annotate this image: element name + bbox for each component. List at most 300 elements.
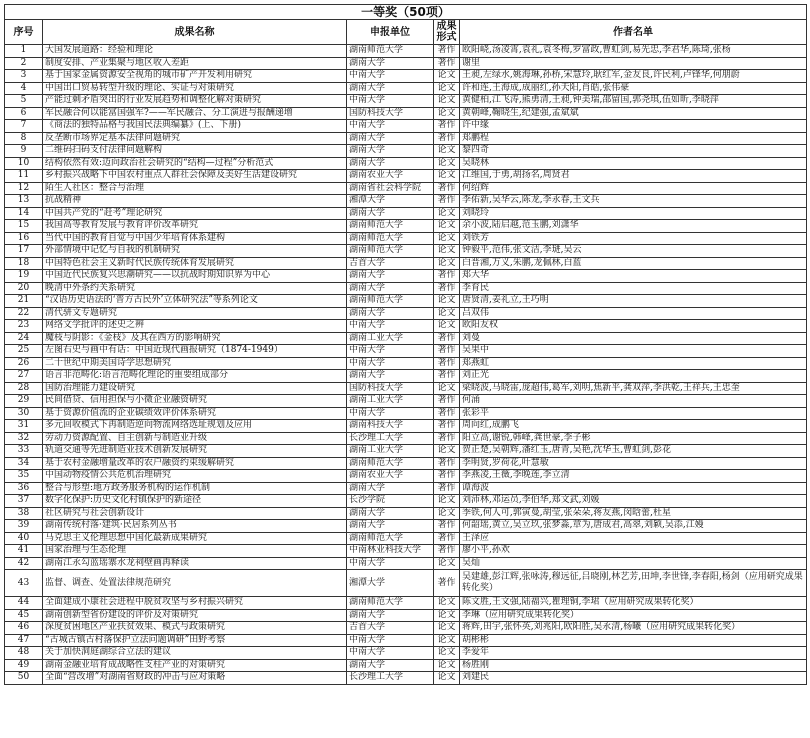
cell-authors: 梁晓波,马晓雷,庞超伟,葛军,刘明,焦新平,龚双萍,李洪乾,王祥兵,王忠奎 [460,382,807,395]
table-body [5,45,807,685]
cell-type: 论文 [434,507,460,520]
header-unit: 申报单位 [347,20,434,45]
cell-authors: 许和连,王海成,成丽红,孙天阳,肖皓,张伟豪 [460,82,807,95]
cell-no: 28 [5,382,43,395]
cell-name: 整合与形塑:地方政务服务机构的运作机制 [43,482,347,495]
cell-no: 49 [5,659,43,672]
cell-no: 44 [5,597,43,610]
cell-authors: 李佑新,吴华云,陈龙,李永春,王文兵 [460,195,807,208]
cell-type: 论文 [434,170,460,183]
cell-unit: 中南大学 [347,345,434,358]
cell-type: 论文 [434,382,460,395]
cell-authors: 李琳（应用研究成果转化奖） [460,609,807,622]
table-row [5,70,807,83]
cell-authors: 贺正楚,吴朝辉,潘红玉,唐青,吴艳,沈华玉,曹虹剑,彭花 [460,445,807,458]
table-row [5,57,807,70]
cell-name: 中国动物疫情公共危机治理研究 [43,470,347,483]
cell-type: 著作 [434,45,460,58]
table-row [5,95,807,108]
cell-no: 1 [5,45,43,58]
cell-no: 41 [5,545,43,558]
cell-type: 论文 [434,445,460,458]
cell-unit: 湖南农业大学 [347,470,434,483]
cell-type: 著作 [434,370,460,383]
cell-unit: 中南大学 [347,557,434,570]
cell-unit: 中南大学 [347,70,434,83]
header-type: 成果形式 [434,20,460,45]
cell-unit: 中南大学 [347,647,434,660]
table-row [5,207,807,220]
table-row [5,82,807,95]
cell-name: 社区研究与社会创新设计 [43,507,347,520]
cell-unit: 中南大学 [347,95,434,108]
award-table [4,4,807,685]
table-row [5,382,807,395]
cell-unit: 中南大学 [347,120,434,133]
header-row [5,20,807,45]
cell-unit: 国防科技大学 [347,107,434,120]
cell-unit: 湖南大学 [347,282,434,295]
table-row [5,407,807,420]
cell-name: 劳动力资源配置、自主创新与制造业升级 [43,432,347,445]
table-row [5,570,807,597]
cell-authors: 张彩平 [460,407,807,420]
table-row [5,370,807,383]
cell-no: 10 [5,157,43,170]
cell-no: 34 [5,457,43,470]
cell-authors: 白晋湘,万义,朱鹏,龙佩林,白蓝 [460,257,807,270]
table-row [5,120,807,133]
cell-no: 46 [5,622,43,635]
table-row [5,357,807,370]
table-row [5,507,807,520]
table-row [5,470,807,483]
table-row [5,457,807,470]
cell-unit: 国防科技大学 [347,382,434,395]
cell-unit: 湖南师范大学 [347,532,434,545]
cell-unit: 中南大学 [347,407,434,420]
table-row [5,482,807,495]
cell-type: 论文 [434,609,460,622]
cell-name: 网络文学批评的述史之辨 [43,320,347,333]
cell-no: 4 [5,82,43,95]
cell-type: 论文 [434,107,460,120]
cell-unit: 湖南工业大学 [347,332,434,345]
cell-unit: 湘潭大学 [347,570,434,597]
cell-unit: 湖南大学 [347,659,434,672]
cell-type: 著作 [434,395,460,408]
cell-authors: 钟毅平,范伟,张文洁,李琎,吴云 [460,245,807,258]
cell-name: 全面“营改增”对湖南省财政的冲击与应对策略 [43,672,347,685]
cell-unit: 湖南大学 [347,507,434,520]
cell-unit: 长沙理工大学 [347,672,434,685]
cell-name: 《商法的独特品格与我国民法典编纂》(上、下册) [43,120,347,133]
cell-name: 外部情境中记忆与自我的机制研究 [43,245,347,258]
cell-unit: 湖南师范大学 [347,597,434,610]
table-row [5,520,807,533]
cell-name: 中国近代民族复兴思潮研究——以抗战时期知识界为中心 [43,270,347,283]
cell-type: 著作 [434,570,460,597]
cell-name: 反垄断市场界定基本法律问题研究 [43,132,347,145]
cell-no: 48 [5,647,43,660]
cell-authors: 何绍辉 [460,182,807,195]
cell-name: 中国出口贸易转型升级的理论、实证与对策研究 [43,82,347,95]
cell-type: 论文 [434,145,460,158]
cell-type: 论文 [434,232,460,245]
cell-type: 论文 [434,307,460,320]
cell-unit: 湖南师范大学 [347,295,434,308]
table-row [5,195,807,208]
table-row [5,495,807,508]
table-row [5,432,807,445]
table-row [5,445,807,458]
cell-authors: 吴果中 [460,345,807,358]
table-row [5,622,807,635]
cell-type: 论文 [434,295,460,308]
cell-authors: 谢里 [460,57,807,70]
cell-no: 23 [5,320,43,333]
cell-authors: 刘曼 [460,332,807,345]
cell-authors: 刘建民 [460,672,807,685]
cell-type: 论文 [434,207,460,220]
table-row [5,257,807,270]
table-row [5,557,807,570]
cell-type: 论文 [434,647,460,660]
cell-type: 著作 [434,282,460,295]
cell-no: 13 [5,195,43,208]
cell-authors: 何涌 [460,395,807,408]
cell-authors: 欧阳友权 [460,320,807,333]
cell-name: 我国高等教育发展与教育评价改革研究 [43,220,347,233]
table-row [5,220,807,233]
cell-name: 结构依然有效:迈向政治社会研究的“结构—过程”分析范式 [43,157,347,170]
cell-name: 晚清中外条约关系研究 [43,282,347,295]
cell-authors: 唐贤清,姜礼立,王巧明 [460,295,807,308]
cell-unit: 湖南大学 [347,157,434,170]
cell-type: 著作 [434,345,460,358]
cell-no: 5 [5,95,43,108]
cell-unit: 湖南科技大学 [347,420,434,433]
table-row [5,182,807,195]
cell-authors: 黎四奇 [460,145,807,158]
table-row [5,132,807,145]
cell-no: 14 [5,207,43,220]
cell-type: 论文 [434,622,460,635]
table-row [5,609,807,622]
cell-authors: 刘正光 [460,370,807,383]
table-row [5,659,807,672]
cell-no: 31 [5,420,43,433]
cell-authors: 吴灿 [460,557,807,570]
cell-no: 16 [5,232,43,245]
cell-no: 36 [5,482,43,495]
cell-type: 论文 [434,634,460,647]
cell-name: “汉语历史语法的‘普方古民外’立体研究法”等系列论文 [43,295,347,308]
cell-no: 40 [5,532,43,545]
cell-authors: 欧阳峣,汤凌霄,袁礼,袁冬梅,罗富政,曹虹剑,易先忠,李君华,陈琦,张杨 [460,45,807,58]
cell-authors: 胡彬彬 [460,634,807,647]
cell-authors: 许中缘 [460,120,807,133]
cell-authors: 吕双伟 [460,307,807,320]
table-row [5,647,807,660]
cell-unit: 湖南大学 [347,370,434,383]
cell-name: 湖南传统村落·建筑·民居系列丛书 [43,520,347,533]
cell-authors: 李爱年 [460,647,807,660]
cell-type: 著作 [434,432,460,445]
cell-unit: 湖南师范大学 [347,220,434,233]
cell-name: 制度安排、产业集聚与地区收入差距 [43,57,347,70]
cell-name: 数字化保护:历史文化村镇保护的新途径 [43,495,347,508]
cell-type: 论文 [434,557,460,570]
cell-authors: 刘晓玲 [460,207,807,220]
cell-unit: 吉首大学 [347,622,434,635]
cell-unit: 湖南工业大学 [347,445,434,458]
cell-name: 全面建成小康社会进程中脱贫攻坚与乡村振兴研究 [43,597,347,610]
cell-type: 论文 [434,95,460,108]
table-row [5,307,807,320]
cell-type: 著作 [434,482,460,495]
header-no: 序号 [5,20,43,45]
cell-name: 湖南创新型省份建设的评价及对策研究 [43,609,347,622]
cell-unit: 湖南大学 [347,82,434,95]
cell-authors: 王昶,左绿水,姚海琳,孙桥,宋慧玲,耿红军,金友良,许民利,卢锋华,何朋蔚 [460,70,807,83]
cell-type: 论文 [434,597,460,610]
cell-name: 民间借贷、信用担保与小微企业融资研究 [43,395,347,408]
table-row [5,245,807,258]
cell-authors: 蒋辉,田宇,张怀英,刘兆阳,欧阳胜,吴永清,杨曦（应用研究成果转化奖） [460,622,807,635]
cell-no: 17 [5,245,43,258]
cell-unit: 湖南大学 [347,57,434,70]
cell-type: 著作 [434,532,460,545]
cell-name: 中国特色社会主义新时代民族传统体育发展研究 [43,257,347,270]
cell-unit: 湖南大学 [347,482,434,495]
cell-authors: 廖小平,孙欢 [460,545,807,558]
cell-type: 著作 [434,545,460,558]
cell-name: 陌生人社区：整合与治理 [43,182,347,195]
table-row [5,672,807,685]
cell-type: 论文 [434,157,460,170]
cell-unit: 湖南师范大学 [347,245,434,258]
table-row [5,270,807,283]
table-row [5,545,807,558]
cell-unit: 中南大学 [347,634,434,647]
table-row [5,145,807,158]
cell-no: 39 [5,520,43,533]
cell-no: 15 [5,220,43,233]
cell-authors: 郑大华 [460,270,807,283]
cell-unit: 中南大学 [347,357,434,370]
table-row [5,232,807,245]
cell-no: 21 [5,295,43,308]
cell-authors: 陈文胜,王文强,陆福兴,瞿理铜,李珺（应用研究成果转化奖） [460,597,807,610]
cell-authors: 江维国,于勇,胡扬名,周贤君 [460,170,807,183]
cell-authors: 季铁,何人可,郭寅曼,胡莹,张朵朵,蒋友燕,闵晗蕾,杜星 [460,507,807,520]
cell-authors: 杨胜刚 [460,659,807,672]
cell-unit: 湖南大学 [347,520,434,533]
cell-unit: 湖南大学 [347,145,434,158]
cell-name: 关于加快洞庭湖综合立法的建议 [43,647,347,660]
table-row [5,282,807,295]
cell-no: 35 [5,470,43,483]
cell-name: 抗战精神 [43,195,347,208]
cell-name: 多元回收模式下再制造逆向物流网络选址规划及应用 [43,420,347,433]
cell-type: 著作 [434,182,460,195]
table-title: 一等奖（50项） [5,5,807,20]
table-row [5,597,807,610]
cell-no: 7 [5,120,43,133]
cell-type: 论文 [434,82,460,95]
cell-name: 基于国家金属资源安全视角的城市矿产开发利用研究 [43,70,347,83]
cell-name: 监督、调查、处置法律规范研究 [43,570,347,597]
table-row [5,345,807,358]
cell-type: 著作 [434,332,460,345]
cell-name: 深度贫困地区产业扶贫效果、模式与政策研究 [43,622,347,635]
cell-unit: 湖南工业大学 [347,395,434,408]
cell-authors: 吴建雄,彭江辉,张咏涛,穆远征,吕晓刚,林艺芳,田坤,李世锋,李春阳,杨剑（应用研究成果转化奖） [460,570,807,597]
cell-name: 清代骈文专题研究 [43,307,347,320]
table-row [5,45,807,58]
cell-type: 论文 [434,245,460,258]
cell-type: 著作 [434,120,460,133]
cell-type: 著作 [434,132,460,145]
cell-no: 12 [5,182,43,195]
cell-authors: 李育民 [460,282,807,295]
cell-unit: 湖南师范大学 [347,457,434,470]
cell-name: “古城古镇古村落保护立法问题调研”田野考察 [43,634,347,647]
cell-name: 马克思主义伦理思想中国化最新成果研究 [43,532,347,545]
cell-no: 11 [5,170,43,183]
cell-authors: 余小波,陆启越,范玉鹏,刘潇华 [460,220,807,233]
cell-name: 国防治理能力建设研究 [43,382,347,395]
cell-no: 24 [5,332,43,345]
cell-unit: 湖南农业大学 [347,170,434,183]
cell-no: 6 [5,107,43,120]
cell-authors: 刘铁芳 [460,232,807,245]
cell-authors: 郑燕虹 [460,357,807,370]
cell-name: 二十世纪中期美国诗学思想研究 [43,357,347,370]
cell-no: 37 [5,495,43,508]
cell-unit: 吉首大学 [347,257,434,270]
cell-unit: 湖南师范大学 [347,232,434,245]
cell-type: 论文 [434,659,460,672]
cell-no: 43 [5,570,43,597]
table-title-row [5,5,807,20]
cell-unit: 湖南师范大学 [347,45,434,58]
cell-name: 大国发展道路：经验和理论 [43,45,347,58]
cell-name: 国家治理与生态伦理 [43,545,347,558]
cell-authors: 李燕凌,王薇,李晚莲,李立清 [460,470,807,483]
cell-name: 湖南江永勾蓝瑶寨水龙祠壁画再释读 [43,557,347,570]
cell-name: 二维码扫码支付法律问题解构 [43,145,347,158]
cell-authors: 郑鹏程 [460,132,807,145]
table-row [5,634,807,647]
table-row [5,107,807,120]
table-row [5,532,807,545]
cell-no: 2 [5,57,43,70]
cell-unit: 长沙学院 [347,495,434,508]
cell-type: 论文 [434,320,460,333]
cell-unit: 中南大学 [347,320,434,333]
cell-no: 3 [5,70,43,83]
table-row [5,332,807,345]
cell-authors: 黄朝峰,鞠晓生,纪建强,孟斌斌 [460,107,807,120]
cell-unit: 湖南大学 [347,307,434,320]
cell-unit: 湖南大学 [347,132,434,145]
cell-no: 19 [5,270,43,283]
cell-name: 乡村振兴战略下中国农村重点人群社会保障及美好生活建设研究 [43,170,347,183]
cell-type: 著作 [434,520,460,533]
cell-type: 著作 [434,420,460,433]
cell-type: 论文 [434,257,460,270]
cell-no: 50 [5,672,43,685]
cell-authors: 刘沛林,邓运员,李伯华,郑文武,刘媛 [460,495,807,508]
cell-no: 30 [5,407,43,420]
cell-authors: 李明贤,罗荷花,叶慧敏 [460,457,807,470]
cell-authors: 阳立高,谢锐,韩峰,龚世豪,李子彬 [460,432,807,445]
cell-name: 语言非范畴化:语言范畴化理论的重要组成部分 [43,370,347,383]
cell-name: 湖南金融业培育成战略性支柱产业的对策研究 [43,659,347,672]
header-name: 成果名称 [43,20,347,45]
cell-name: 基于农村金融增量改革的农户融资约束缓解研究 [43,457,347,470]
cell-name: 魔枝与阴影：《金枝》及其在西方的影响研究 [43,332,347,345]
cell-unit: 湖南大学 [347,270,434,283]
cell-no: 45 [5,609,43,622]
table-row [5,395,807,408]
cell-authors: 谭海波 [460,482,807,495]
table-row [5,320,807,333]
cell-no: 29 [5,395,43,408]
cell-no: 9 [5,145,43,158]
cell-type: 论文 [434,495,460,508]
cell-no: 18 [5,257,43,270]
cell-type: 著作 [434,57,460,70]
cell-type: 论文 [434,672,460,685]
cell-authors: 何韶瑶,黄立,吴立玖,张梦淼,章为,唐成君,高翠,刘颖,吴添,江嫚 [460,520,807,533]
cell-authors: 吴晓林 [460,157,807,170]
cell-type: 著作 [434,470,460,483]
cell-no: 8 [5,132,43,145]
table-row [5,420,807,433]
cell-no: 32 [5,432,43,445]
cell-no: 33 [5,445,43,458]
cell-type: 著作 [434,407,460,420]
cell-no: 25 [5,345,43,358]
header-authors: 作者名单 [460,20,807,45]
cell-no: 22 [5,307,43,320]
cell-unit: 长沙理工大学 [347,432,434,445]
cell-type: 著作 [434,270,460,283]
cell-unit: 湖南大学 [347,207,434,220]
cell-type: 论文 [434,220,460,233]
cell-no: 42 [5,557,43,570]
cell-unit: 中南林业科技大学 [347,545,434,558]
cell-unit: 湘潭大学 [347,195,434,208]
table-row [5,295,807,308]
cell-name: 左图右史与画中有话：中国近现代画报研究（1874-1949） [43,345,347,358]
cell-authors: 黄健柏,江飞涛,熊勇清,王昶,钟美瑞,邵留国,郭尧琪,伍如昕,李晓萍 [460,95,807,108]
cell-authors: 王泽应 [460,532,807,545]
cell-no: 26 [5,357,43,370]
table-row [5,157,807,170]
cell-no: 20 [5,282,43,295]
cell-name: 中国共产党的“赶考”理论研究 [43,207,347,220]
table-row [5,170,807,183]
cell-no: 47 [5,634,43,647]
cell-unit: 湖南省社会科学院 [347,182,434,195]
cell-name: 产能过剩矛盾突出的行业发展趋势和调整化解对策研究 [43,95,347,108]
cell-type: 著作 [434,195,460,208]
cell-authors: 周向红,成鹏飞 [460,420,807,433]
